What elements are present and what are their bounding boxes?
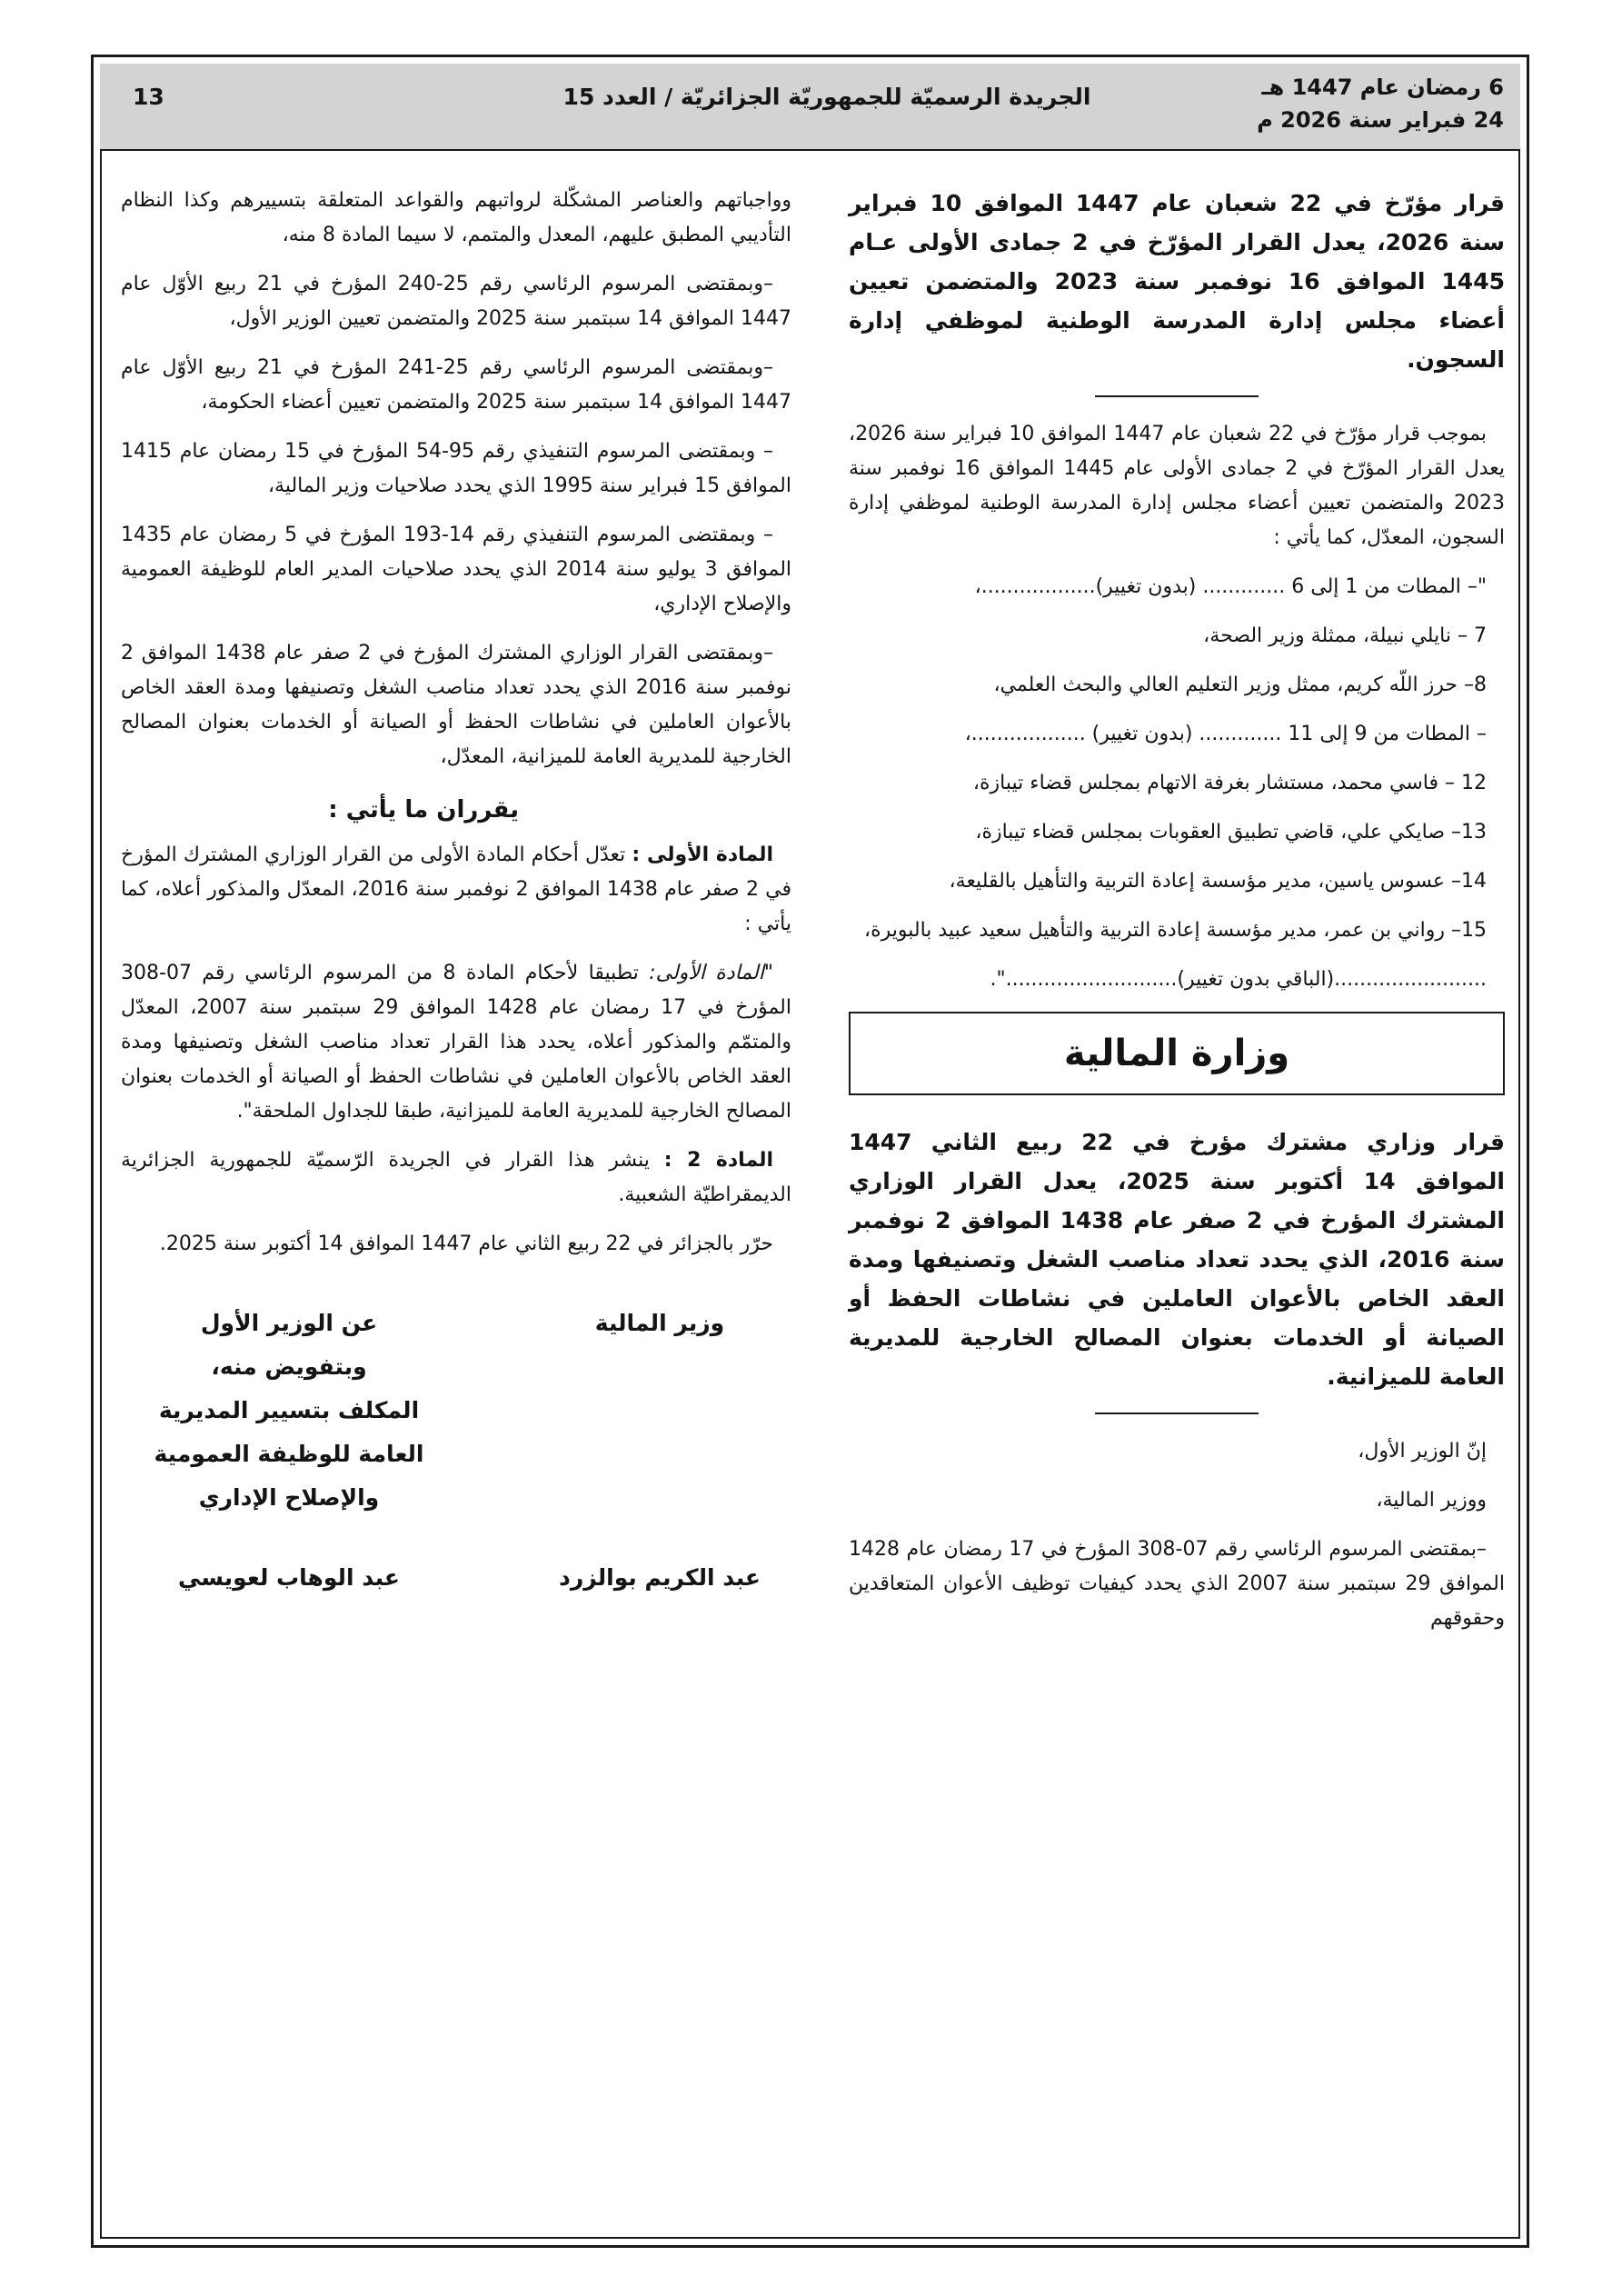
header-gregorian-date: 24 فبراير سنة 2026 م — [1257, 107, 1504, 133]
decision1-item: 7 – نايلي نبيلة، ممثلة وزير الصحة، — [1203, 624, 1487, 647]
ministry-heading: وزارة المالية — [1063, 1033, 1290, 1074]
decide-heading: يقرران ما يأتي : — [328, 796, 519, 824]
signatures — [121, 1302, 791, 1600]
article-2-text: ينشر هذا القرار في الجريدة الرّسميّة للجمهورية الجزائرية الديمقراطيّة الشعبية. — [121, 1149, 791, 1206]
decision1-item: 13– صايكي علي، قاضي تطبيق العقوبات بمجلس قضاء تيبازة، — [975, 821, 1487, 844]
left-paragraph: –وبمقتضى المرسوم الرئاسي رقم 25-240 المؤرخ في 21 ربيع الأوّل عام 1447 الموافق 14 سبتمبر سنة 2025 والمتضمن تعيين الوزير الأول، — [121, 273, 791, 330]
signature-finance-minister — [528, 1302, 791, 1600]
decision1-item: 15– رواني بن عمر، مدير مؤسسة إعادة التربية والتأهيل سعيد عبيد بالبويرة، — [863, 919, 1487, 942]
article-1-text: تعدّل أحكام المادة الأولى من القرار الوزاري المشترك المؤرخ في 2 صفر عام 1438 الموافق 2 نوفمبر سنة 2016، المعدّل والمذكور أعلاه، كما يأتي : — [121, 844, 791, 935]
article-1 — [121, 838, 791, 942]
left-column — [121, 184, 791, 1600]
left-paragraph: – وبمقتضى المرسوم التنفيذي رقم 14-193 المؤرخ في 5 رمضان عام 1435 الموافق 3 يوليو سنة 2014 الذي يحدد صلاحيات المدير العام للوظيفة العمومية والإصلاح الإداري، — [121, 524, 792, 615]
left-paragraph: –وبمقتضى القرار الوزاري المشترك المؤرخ في 2 صفر عام 1438 الموافق 2 نوفمبر سنة 2016 الذي يحدد تعداد مناصب الشغل وتصنيفها ومدة العقد الخاص بالأعوان العاملين في نشاطات الحفظ أو الصيانة أو الخدمات بعنوان المصالح الخارجية للمديرية العامة للميزانية، المعدّل، — [121, 642, 791, 768]
article-1-quote-label: "المادة الأولى: — [649, 962, 773, 984]
signature-line: المكلف بتسيير المديرية — [158, 1397, 420, 1423]
signature-name: عبد الوهاب لعويسي — [178, 1564, 400, 1591]
separator-line — [1095, 1413, 1259, 1414]
header-date — [1257, 71, 1504, 136]
decision1-item: 8– حرز اللّه كريم، ممثل وزير التعليم العالي والبحث العلمي، — [993, 674, 1487, 696]
decision2-preamble: –بمقتضى المرسوم الرئاسي رقم 07-308 المؤرخ في 17 رمضان عام 1428 الموافق 29 سبتمبر سنة 2007 الذي يحدد كيفيات توظيف الأعوان المتعاقدين وحقوقهم — [849, 1538, 1505, 1630]
decision1-item: 14– عسوس ياسين، مدير مؤسسة إعادة التربية والتأهيل بالقليعة، — [949, 870, 1487, 893]
decision2-preamble: ووزير المالية، — [1376, 1489, 1487, 1512]
signature-line: العامة للوظيفة العمومية — [154, 1441, 424, 1467]
signature-line: عن الوزير الأول — [200, 1310, 378, 1336]
decision1-item: – المطات من 9 إلى 11 ............. (بدون تغيير) ..................، — [964, 723, 1487, 745]
decision2-title: قرار وزاري مشترك مؤرخ في 22 ربيع الثاني 1447 الموافق 14 أكتوبر سنة 2025، يعدل القرار الوزاري المشترك المؤرخ في 2 صفر عام 1438 الموافق 2 نوفمبر سنة 2016، الذي يحدد تعداد مناصب الشغل وتصنيفها ومدة العقد الخاص بالأعوان العاملين في نشاطات الحفظ أو الصيانة أو الخدمات بعنوان المصالح الخارجية للمديرية العامة للميزانية. — [849, 1129, 1506, 1390]
ministry-heading-box — [849, 1012, 1505, 1095]
decision1-item: "– المطات من 1 إلى 6 ............. (بدون تغيير)..................، — [974, 575, 1487, 598]
signature-prime-minister-delegate — [121, 1302, 457, 1600]
decision1-title: قرار مؤرّخ في 22 شعبان عام 1447 الموافق 10 فبراير سنة 2026، يعدل القرار المؤرّخ في 2 جمادى الأولى عـام 1445 الموافق 16 نوفمبر سنة 2023 والمتضمن تعيين أعضاء مجلس إدارة المدرسة الوطنية لموظفي إدارة السجون. — [849, 190, 1506, 373]
decision1-item: 12 – فاسي محمد، مستشار بغرفة الاتهام بمجلس قضاء تيبازة، — [972, 772, 1487, 794]
signature-title: وزير المالية — [594, 1310, 725, 1336]
article-2-label: المادة 2 : — [663, 1149, 773, 1172]
article-1-quote — [121, 956, 791, 1129]
article-2 — [121, 1143, 791, 1213]
decision2-preamble: إنّ الوزير الأول، — [1358, 1440, 1487, 1462]
article-1-quote-text: تطبيقا لأحكام المادة 8 من المرسوم الرئاسي رقم 07-308 المؤرخ في 17 رمضان عام 1428 الموافق 29 سبتمبر سنة 2007، المعدّل والمتمّم والمذكور أعلاه، يحدد هذا القرار تعداد مناصب الشغل وتصنيفها ومدة العقد الخاص بالأعوان العاملين في نشاطات الحفظ أو الصيانة أو الخدمات بعنوان المصالح الخارجية للمديرية العامة للميزانية، طبقا للجداول الملحقة". — [121, 962, 791, 1123]
header-hijri-date: 6 رمضان عام 1447 هـ — [1261, 75, 1504, 100]
left-paragraph: –وبمقتضى المرسوم الرئاسي رقم 25-241 المؤرخ في 21 ربيع الأوّل عام 1447 الموافق 14 سبتمبر سنة 2025 والمتضمن تعيين أعضاء الحكومة، — [121, 356, 791, 414]
left-paragraph: – وبمقتضى المرسوم التنفيذي رقم 95-54 المؤرخ في 15 رمضان عام 1415 الموافق 15 فبراير سنة 1995 الذي يحدد صلاحيات وزير المالية، — [121, 440, 791, 497]
signature-line: والإصلاح الإداري — [198, 1484, 380, 1511]
gazette-header — [100, 64, 1520, 151]
separator-line — [1095, 395, 1259, 397]
signature-name: عبد الكريم بوالزرد — [559, 1564, 761, 1591]
header-title: الجريدة الرسميّة للجمهوريّة الجزائريّة / العدد 15 — [562, 84, 1091, 110]
signature-line: وبتفويض منه، — [211, 1353, 367, 1380]
page-number: 13 — [133, 84, 164, 110]
right-column — [849, 184, 1505, 1636]
article-1-label: المادة الأولى : — [632, 844, 773, 866]
decision1-item: ........................(الباقي بدون تغيير)...........................". — [990, 968, 1487, 991]
done-at: حرّر بالجزائر في 22 ربيع الثاني عام 1447 الموافق 14 أكتوبر سنة 2025. — [159, 1233, 773, 1255]
left-paragraph: وواجباتهم والعناصر المشكّلة لرواتبهم والقواعد المتعلقة بتسييرهم وكذا النظام التأديبي المطبق عليهم، المعدل والمتمم، لا سيما المادة 8 منه، — [121, 189, 791, 246]
decision1-intro: بموجب قرار مؤرّخ في 22 شعبان عام 1447 الموافق 10 فبراير سنة 2026، يعدل القرار المؤرّخ في 2 جمادى الأولى عام 1445 الموافق 16 نوفمبر سنة 2023 والمتضمن تعيين أعضاء مجلس إدارة المدرسة الوطنية لموظفي إدارة السجون، المعدّل، كما يأتي : — [849, 423, 1505, 549]
